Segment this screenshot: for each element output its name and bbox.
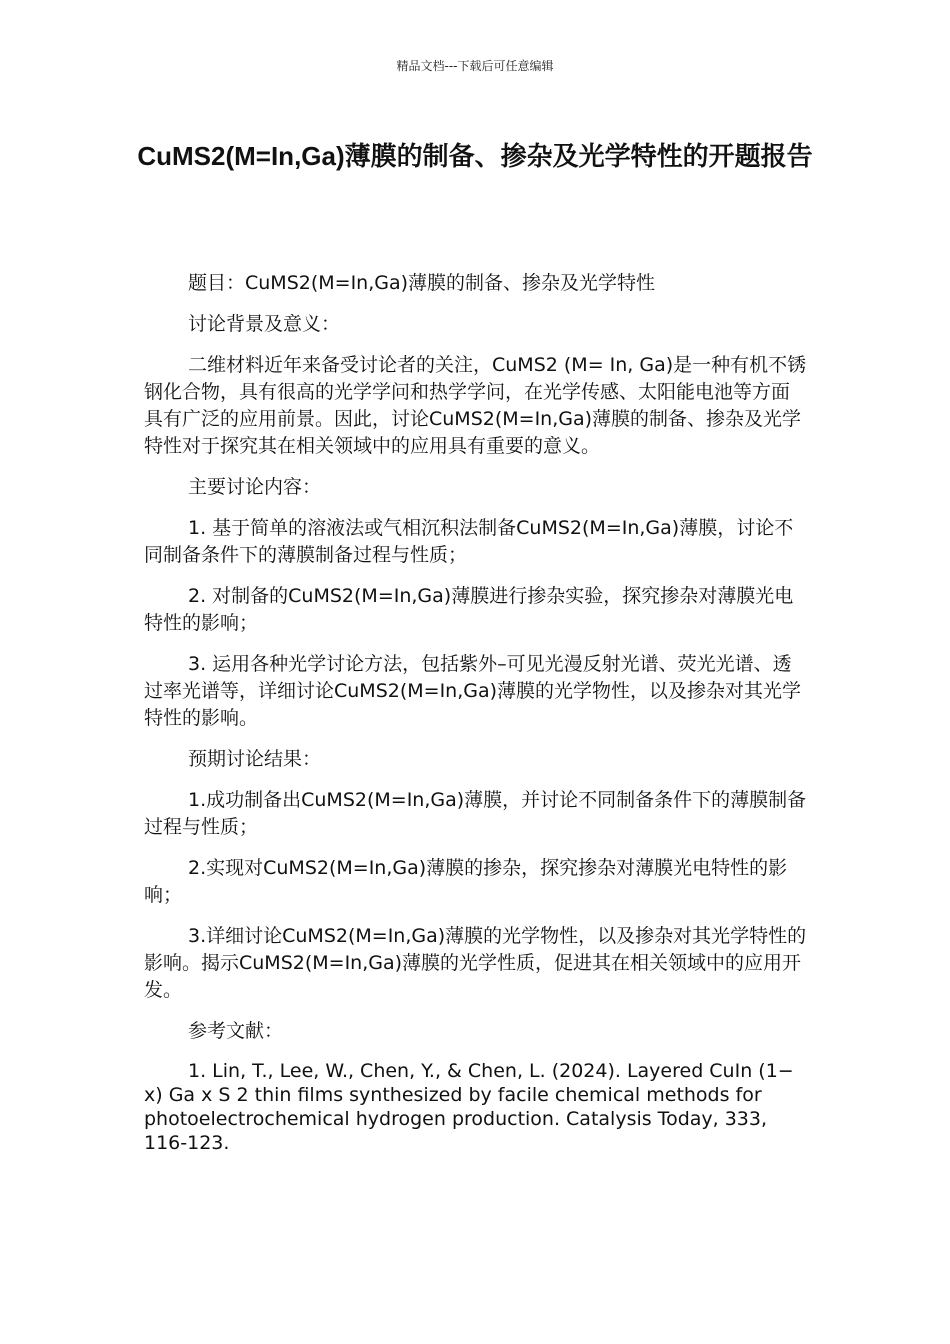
- results-item-1: 1.成功制备出CuMS2(M=In,Ga)薄膜，并讨论不同制备条件下的薄膜制备过程与性质；: [144, 789, 807, 838]
- results-label: 预期讨论结果：: [188, 748, 322, 770]
- content-label: 主要讨论内容：: [188, 476, 322, 498]
- document-title: CuMS2(M=In,Ga)薄膜的制备、掺杂及光学特性的开题报告: [137, 141, 813, 171]
- background-paragraph: 二维材料近年来备受讨论者的关注，CuMS2 (M= In, Ga)是一种有机不锈钢化合物，具有很高的光学学问和热学学问，在光学传感、太阳能电池等方面具有广泛的应用前景。因此，讨论CuMS2(M=In,Ga)薄膜的制备、掺杂及光学特性对于探究其在相关领域中的应用具有重要的意义。: [144, 354, 807, 457]
- results-item-2: 2.实现对CuMS2(M=In,Ga)薄膜的掺杂，探究掺杂对薄膜光电特性的影响；: [144, 857, 788, 906]
- content-item-2: 2. 对制备的CuMS2(M=In,Ga)薄膜进行掺杂实验，探究掺杂对薄膜光电特性的影响；: [144, 585, 794, 634]
- references-label: 参考文献：: [188, 1020, 284, 1042]
- content-item-1: 1. 基于简单的溶液法或气相沉积法制备CuMS2(M=In,Ga)薄膜，讨论不同制备条件下的薄膜制备过程与性质；: [144, 517, 794, 566]
- reference-item-1: 1. Lin, T., Lee, W., Chen, Y., & Chen, L. (2024). Layered CuIn (1− x) Ga x S 2 thin films synthesized by facile chemical methods for photoelectrochemical hydrogen production. Catalysis Today, 333, 116-123.: [144, 1060, 794, 1154]
- topic-line: 题目：CuMS2(M=In,Ga)薄膜的制备、掺杂及光学特性: [188, 272, 656, 294]
- document-body: [144, 270, 808, 1169]
- page-header-note: 精品文档---下载后可任意编辑: [396, 59, 554, 73]
- results-item-3: 3.详细讨论CuMS2(M=In,Ga)薄膜的光学物性，以及掺杂对其光学特性的影响。揭示CuMS2(M=In,Ga)薄膜的光学性质，促进其在相关领域中的应用开发。: [144, 925, 807, 1001]
- content-item-3: 3. 运用各种光学讨论方法，包括紫外–可见光漫反射光谱、荧光光谱、透过率光谱等，详细讨论CuMS2(M=In,Ga)薄膜的光学物性，以及掺杂对其光学特性的影响。: [144, 653, 802, 729]
- background-label: 讨论背景及意义：: [188, 313, 341, 335]
